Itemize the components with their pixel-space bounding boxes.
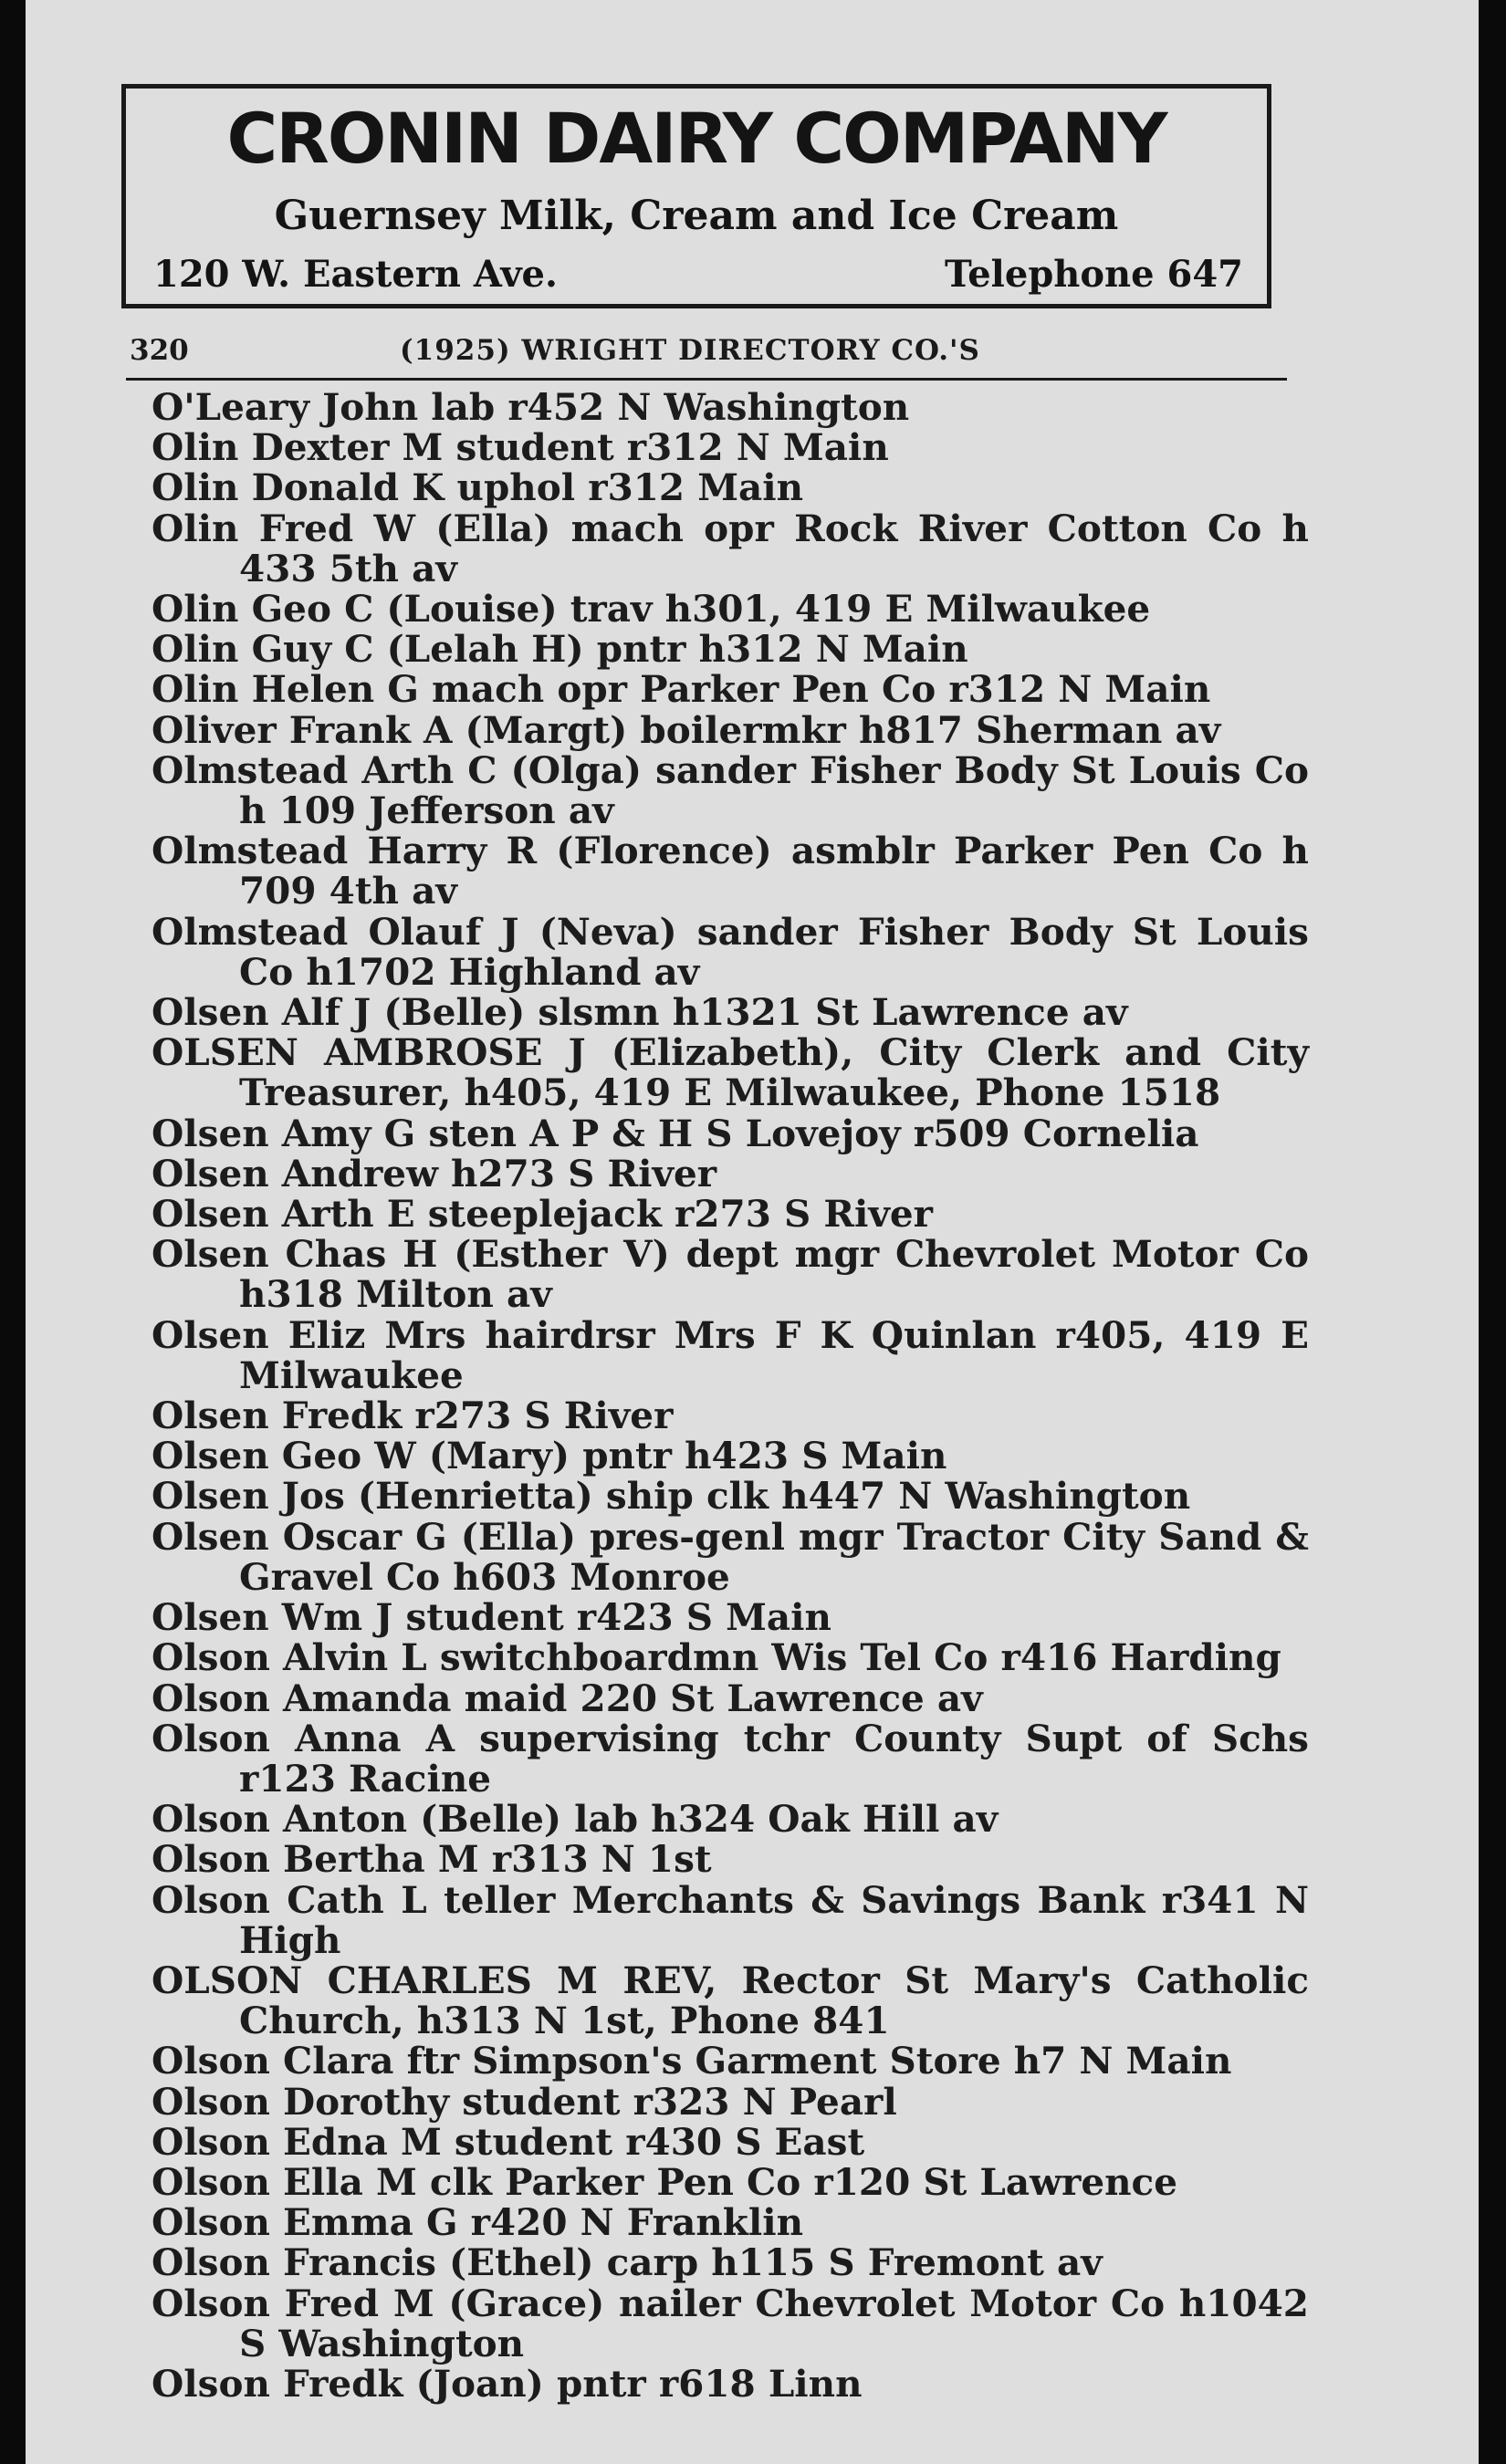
advertisement-products: Guernsey Milk, Cream and Ice Cream bbox=[274, 193, 1119, 239]
advertisement-company-name: CRONIN DAIRY COMPANY bbox=[226, 98, 1166, 179]
directory-entry: Olsen Jos (Henrietta) ship clk h447 N Washington bbox=[152, 1474, 1191, 1519]
directory-entry: Oliver Frank A (Margt) boilermkr h817 Sherman av bbox=[152, 707, 1221, 752]
directory-entry: Olmstead Harry R (Florence) asmblr Parker Pen Co h 709 4th av bbox=[152, 829, 1309, 914]
directory-entry: Olin Helen G mach opr Parker Pen Co r312 N Main bbox=[152, 667, 1211, 712]
directory-entry: Olsen Oscar G (Ella) pres-genl mgr Tractor City Sand & Gravel Co h603 Monroe bbox=[152, 1514, 1309, 1599]
directory-entry: Olson Anton (Belle) lab h324 Oak Hill av bbox=[152, 1797, 999, 1842]
directory-entry: Olmstead Arth C (Olga) sander Fisher Body St Louis Co h 109 Jefferson av bbox=[152, 747, 1309, 833]
directory-entries bbox=[152, 387, 1309, 2404]
directory-entry: Olson Emma G r420 N Franklin bbox=[152, 2200, 804, 2245]
directory-entry: Olson Clara ftr Simpson's Garment Store h7 N Main bbox=[152, 2039, 1232, 2083]
directory-entry: Olin Fred W (Ella) mach opr Rock River Cotton Co h 433 5th av bbox=[152, 506, 1309, 590]
running-head bbox=[126, 330, 1287, 381]
directory-entry: Olsen Chas H (Esther V) dept mgr Chevrolet Motor Co h318 Milton av bbox=[152, 1232, 1309, 1317]
directory-entry: Olson Fred M (Grace) nailer Chevrolet Motor Co h1042 S Washington bbox=[152, 2281, 1309, 2365]
page-number: 320 bbox=[130, 334, 189, 367]
directory-entry: Olsen Andrew h273 S River bbox=[152, 1151, 717, 1195]
directory-entry: Olmstead Olauf J (Neva) sander Fisher Body St Louis Co h1702 Highland av bbox=[152, 909, 1309, 994]
directory-entry: Olson Ella M clk Parker Pen Co r120 St Lawrence bbox=[152, 2159, 1177, 2204]
directory-entry: Olson Cath L teller Merchants & Savings Bank r341 N High bbox=[152, 1877, 1309, 1962]
running-head-title: (1925) WRIGHT DIRECTORY CO.'S bbox=[400, 334, 980, 367]
directory-entry: Olsen Eliz Mrs hairdrsr Mrs F K Quinlan r405, 419 E Milwaukee bbox=[152, 1312, 1309, 1397]
directory-entry: OLSON CHARLES M REV, Rector St Mary's Catholic Church, h313 N 1st, Phone 841 bbox=[152, 1958, 1309, 2043]
directory-entry: Olson Bertha M r313 N 1st bbox=[152, 1837, 712, 1882]
advertisement-box bbox=[121, 84, 1271, 308]
directory-entry: Olsen Arth E steeplejack r273 S River bbox=[152, 1192, 933, 1237]
directory-entry: Olson Fredk (Joan) pntr r618 Linn bbox=[152, 2361, 863, 2406]
advertisement-telephone: Telephone 647 bbox=[945, 253, 1243, 296]
directory-entry: Olsen Amy G sten A P & H S Lovejoy r509 Cornelia bbox=[152, 1111, 1199, 1155]
directory-entry: Olsen Geo W (Mary) pntr h423 S Main bbox=[152, 1434, 947, 1478]
directory-entry: Olin Guy C (Lelah H) pntr h312 N Main bbox=[152, 627, 968, 672]
directory-entry: Olson Anna A supervising tchr County Supt of Schs r123 Racine bbox=[152, 1716, 1309, 1801]
advertisement-address: 120 W. Eastern Ave. bbox=[153, 253, 558, 296]
directory-entry: Olson Alvin L switchboardmn Wis Tel Co r416 Harding bbox=[152, 1635, 1281, 1680]
directory-entry: Olson Amanda maid 220 St Lawrence av bbox=[152, 1676, 983, 1720]
directory-entry: Olsen Fredk r273 S River bbox=[152, 1394, 674, 1438]
directory-entry: Olsen Wm J student r423 S Main bbox=[152, 1595, 831, 1640]
directory-page bbox=[26, 0, 1479, 2464]
directory-entry: Olson Edna M student r430 S East bbox=[152, 2119, 865, 2164]
directory-entry: O'Leary John lab r452 N Washington bbox=[152, 385, 910, 429]
directory-entry: Olsen Alf J (Belle) slsmn h1321 St Lawrence av bbox=[152, 990, 1128, 1035]
directory-entry: Olin Dexter M student r312 N Main bbox=[152, 425, 889, 470]
directory-entry: Olson Dorothy student r323 N Pearl bbox=[152, 2079, 897, 2124]
directory-entry: Olin Donald K uphol r312 Main bbox=[152, 465, 804, 510]
directory-entry: OLSEN AMBROSE J (Elizabeth), City Clerk and City Treasurer, h405, 419 E Milwaukee, Phone 1518 bbox=[152, 1030, 1309, 1115]
directory-entry: Olson Francis (Ethel) carp h115 S Fremont av bbox=[152, 2240, 1103, 2285]
directory-entry: Olin Geo C (Louise) trav h301, 419 E Milwaukee bbox=[152, 587, 1151, 632]
